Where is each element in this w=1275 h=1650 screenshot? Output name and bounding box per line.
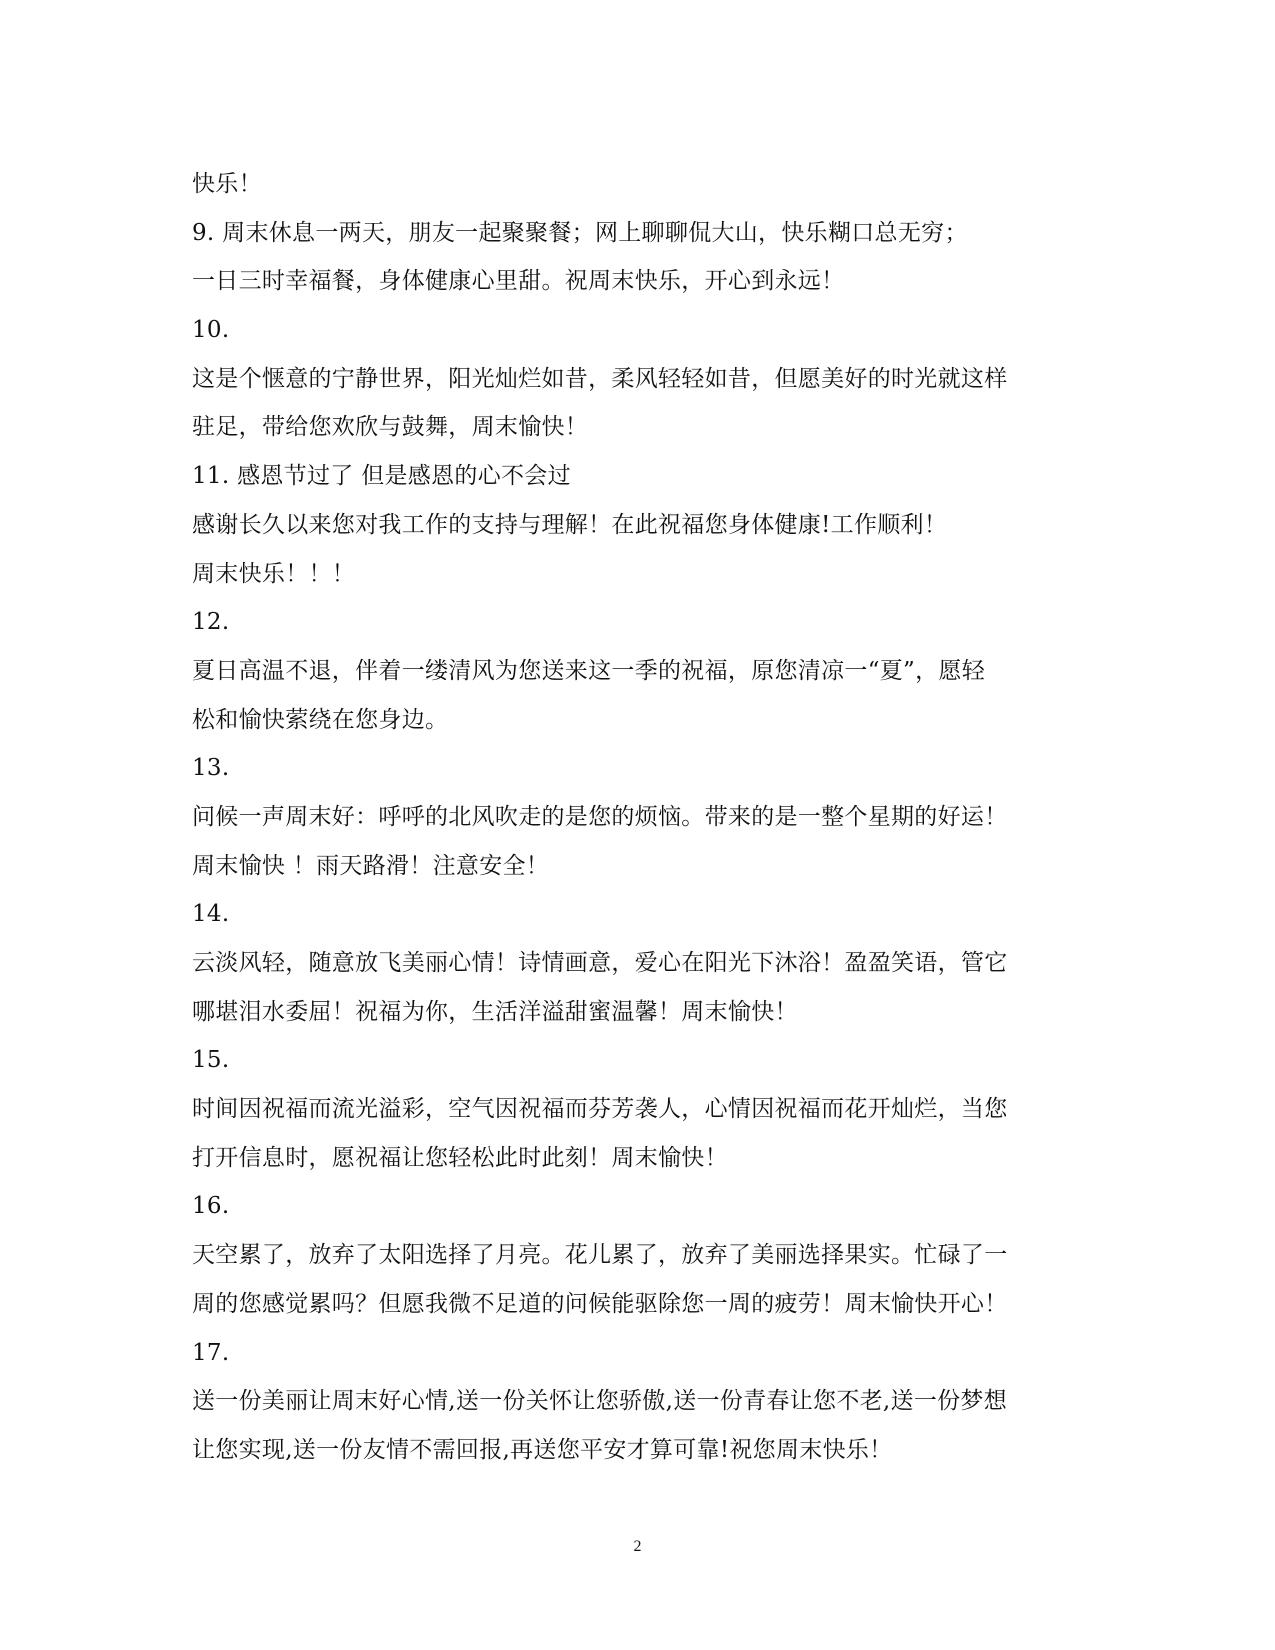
text-line: 让您实现,送一份友情不需回报,再送您平安才算可靠!祝您周末快乐！ bbox=[192, 1436, 893, 1463]
text-line: 周末愉快 ！雨天路滑！注意安全！ bbox=[192, 852, 550, 879]
text-line: 周的您感觉累吗？但愿我微不足道的问候能驱除您一周的疲劳！周末愉快开心！ bbox=[192, 1290, 1008, 1317]
text-line: 哪堪泪水委屈！祝福为你，生活洋溢甜蜜温馨！周末愉快！ bbox=[192, 998, 798, 1025]
page-body bbox=[192, 160, 1092, 1475]
text-line: 松和愉快萦绕在您身边。 bbox=[192, 706, 449, 733]
text-line: 驻足，带给您欢欣与鼓舞，周末愉快！ bbox=[192, 414, 589, 441]
text-line: 天空累了，放弃了太阳选择了月亮。花儿累了，放弃了美丽选择果实。忙碌了一 bbox=[192, 1242, 1008, 1269]
text-line: 夏日高温不退，伴着一缕清风为您送来这一季的祝福，原您清凉一“夏”，愿轻 bbox=[192, 657, 986, 684]
item-number: 17. bbox=[192, 1339, 230, 1366]
item-number: 16. bbox=[192, 1193, 230, 1220]
page-number: 2 bbox=[633, 1538, 642, 1555]
item-number: 13. bbox=[192, 755, 230, 782]
text-line: 云淡风轻，随意放飞美丽心情！诗情画意，爱心在阳光下沐浴！盈盈笑语，管它 bbox=[192, 950, 1008, 976]
text-line: 一日三时幸福餐，身体健康心里甜。祝周末快乐，开心到永远！ bbox=[192, 268, 845, 295]
text-line: 送一份美丽让周末好心情,送一份关怀让您骄傲,送一份青春让您不老,送一份梦想 bbox=[192, 1388, 1008, 1415]
text-line: 这是个惬意的宁静世界，阳光灿烂如昔，柔风轻轻如昔，但愿美好的时光就这样 bbox=[192, 365, 1008, 392]
text-line: 9. 周末休息一两天，朋友一起聚聚餐；网上聊聊侃大山，快乐糊口总无穷； bbox=[192, 219, 968, 246]
item-number: 10. bbox=[192, 317, 230, 344]
text-line: 时间因祝福而流光溢彩，空气因祝福而芬芳袭人，心情因祝福而花开灿烂，当您 bbox=[192, 1096, 1008, 1123]
text-line: 快乐！ bbox=[192, 171, 262, 197]
text-line: 感谢长久以来您对我工作的支持与理解！在此祝福您身体健康!工作顺利！ bbox=[192, 511, 948, 538]
text-line: 问候一声周末好：呼呼的北风吹走的是您的烦恼。带来的是一整个星期的好运！ bbox=[192, 803, 1008, 830]
item-number: 15. bbox=[192, 1047, 230, 1074]
item-number: 14. bbox=[192, 901, 230, 928]
text-line: 11. 感恩节过了 但是感恩的心不会过 bbox=[192, 463, 571, 490]
text-line: 打开信息时，愿祝福让您轻松此时此刻！周末愉快！ bbox=[192, 1144, 728, 1171]
text-line: 周末快乐！！！ bbox=[192, 560, 356, 587]
item-number: 12. bbox=[192, 609, 230, 636]
